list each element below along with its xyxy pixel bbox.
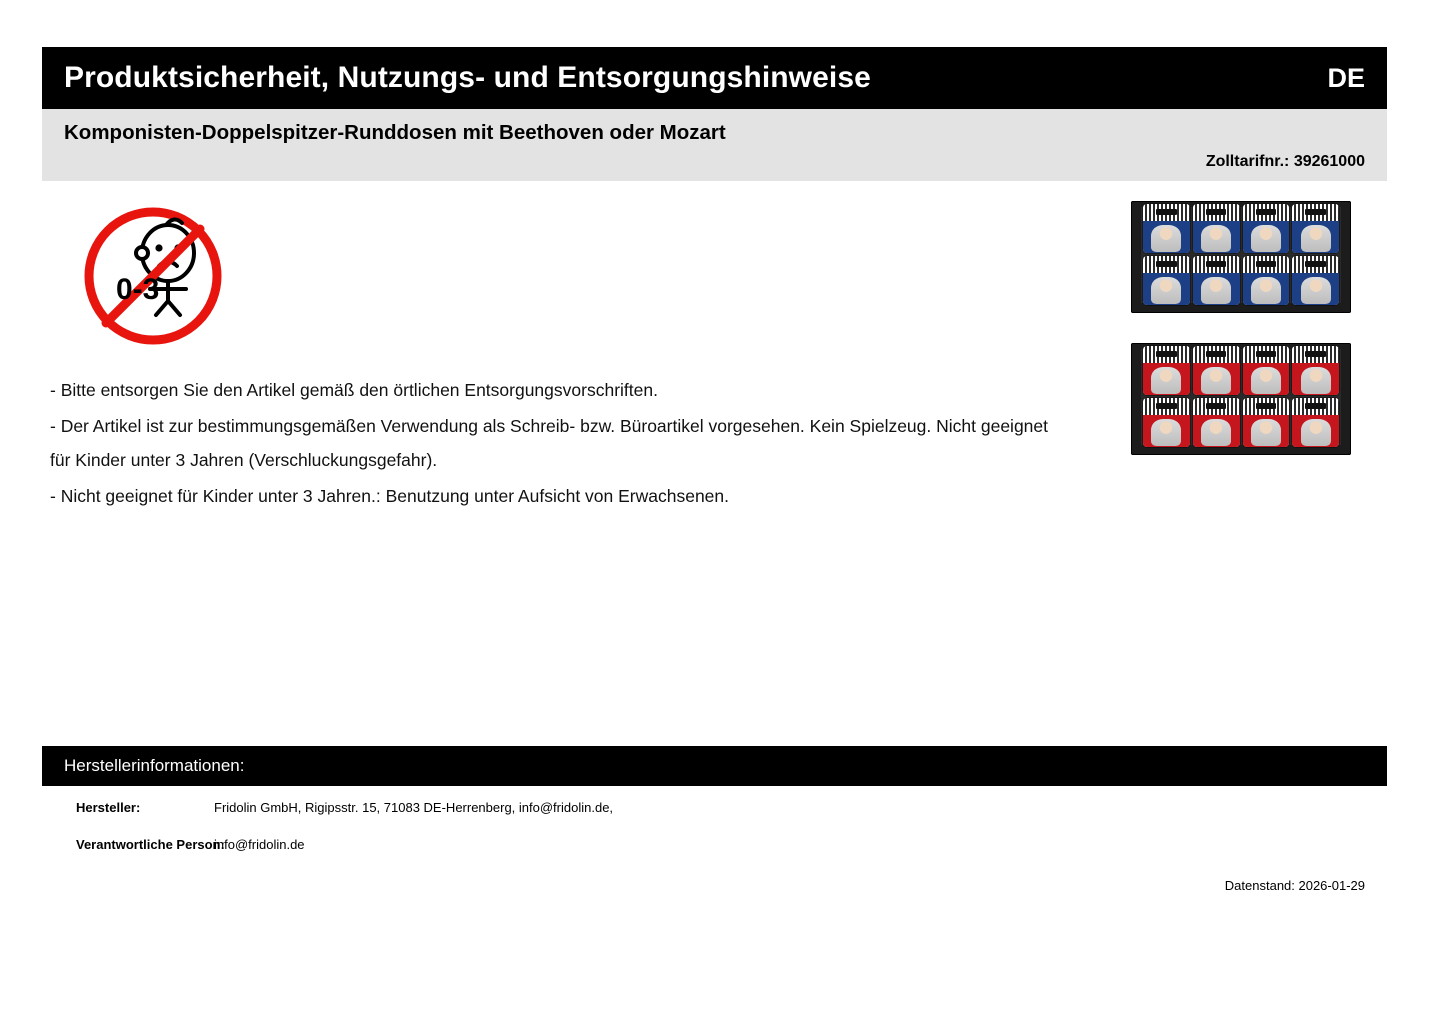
product-tin — [1243, 346, 1290, 395]
product-images — [1125, 183, 1357, 467]
responsible-person-value: info@fridolin.de — [214, 837, 305, 852]
tin-grid — [1143, 346, 1339, 447]
product-tin — [1193, 256, 1240, 305]
document-body — [42, 181, 1387, 746]
tin-grid — [1143, 204, 1339, 305]
safety-notes — [50, 373, 1060, 516]
product-tin — [1292, 256, 1339, 305]
responsible-person-row — [42, 837, 1387, 852]
product-tin — [1243, 204, 1290, 253]
document-header — [42, 47, 1387, 109]
tariff-number: Zolltarifnr.: 39261000 — [1205, 153, 1365, 170]
product-tin — [1292, 204, 1339, 253]
note-item: - Der Artikel ist zur bestimmungsgemäßen Verwendung als Schreib- bzw. Büroartikel vorgesehen. Kein Spielzeug. Nicht geeignet für Kinder unter 3 Jahren (Verschluckungsgefahr). — [50, 416, 1049, 471]
display-tray — [1131, 343, 1351, 455]
product-name: Komponisten-Doppelspitzer-Runddosen mit Beethoven oder Mozart — [64, 121, 726, 144]
data-status-date: Datenstand: 2026-01-29 — [1224, 878, 1365, 893]
product-tin — [1243, 256, 1290, 305]
note-item: - Nicht geeignet für Kinder unter 3 Jahren.: Benutzung unter Aufsicht von Erwachsenen. — [50, 486, 730, 507]
product-tin — [1143, 346, 1190, 395]
product-tin — [1143, 398, 1190, 447]
no-children-under-three-icon — [80, 203, 226, 349]
product-photo-mozart-tins — [1125, 325, 1357, 455]
manufacturer-value: Fridolin GmbH, Rigipsstr. 15, 71083 DE-Herrenberg, info@fridolin.de, — [214, 800, 614, 815]
product-tin — [1143, 256, 1190, 305]
product-photo-beethoven-tins — [1125, 183, 1357, 313]
product-tin — [1193, 398, 1240, 447]
product-subtitle-bar — [42, 109, 1387, 181]
manufacturer-section-header — [42, 746, 1387, 786]
note-item: - Bitte entsorgen Sie den Artikel gemäß den örtlichen Entsorgungsvorschriften. — [50, 380, 658, 400]
product-tin — [1292, 398, 1339, 447]
product-tin — [1243, 398, 1290, 447]
document-page — [42, 47, 1387, 957]
manufacturer-row — [42, 800, 1387, 815]
display-tray — [1131, 201, 1351, 313]
responsible-person-label: Verantwortliche Person: — [76, 837, 225, 852]
age-range-label: 0-3 — [116, 273, 160, 306]
language-badge: DE — [1327, 62, 1365, 93]
product-tin — [1143, 204, 1190, 253]
product-tin — [1193, 346, 1240, 395]
manufacturer-label: Hersteller: — [76, 800, 141, 815]
manufacturer-section-title: Herstellerinformationen: — [64, 756, 245, 775]
product-tin — [1193, 204, 1240, 253]
manufacturer-details — [42, 786, 1387, 920]
product-tin — [1292, 346, 1339, 395]
page-title: Produktsicherheit, Nutzungs- und Entsorgungshinweise — [64, 61, 871, 94]
